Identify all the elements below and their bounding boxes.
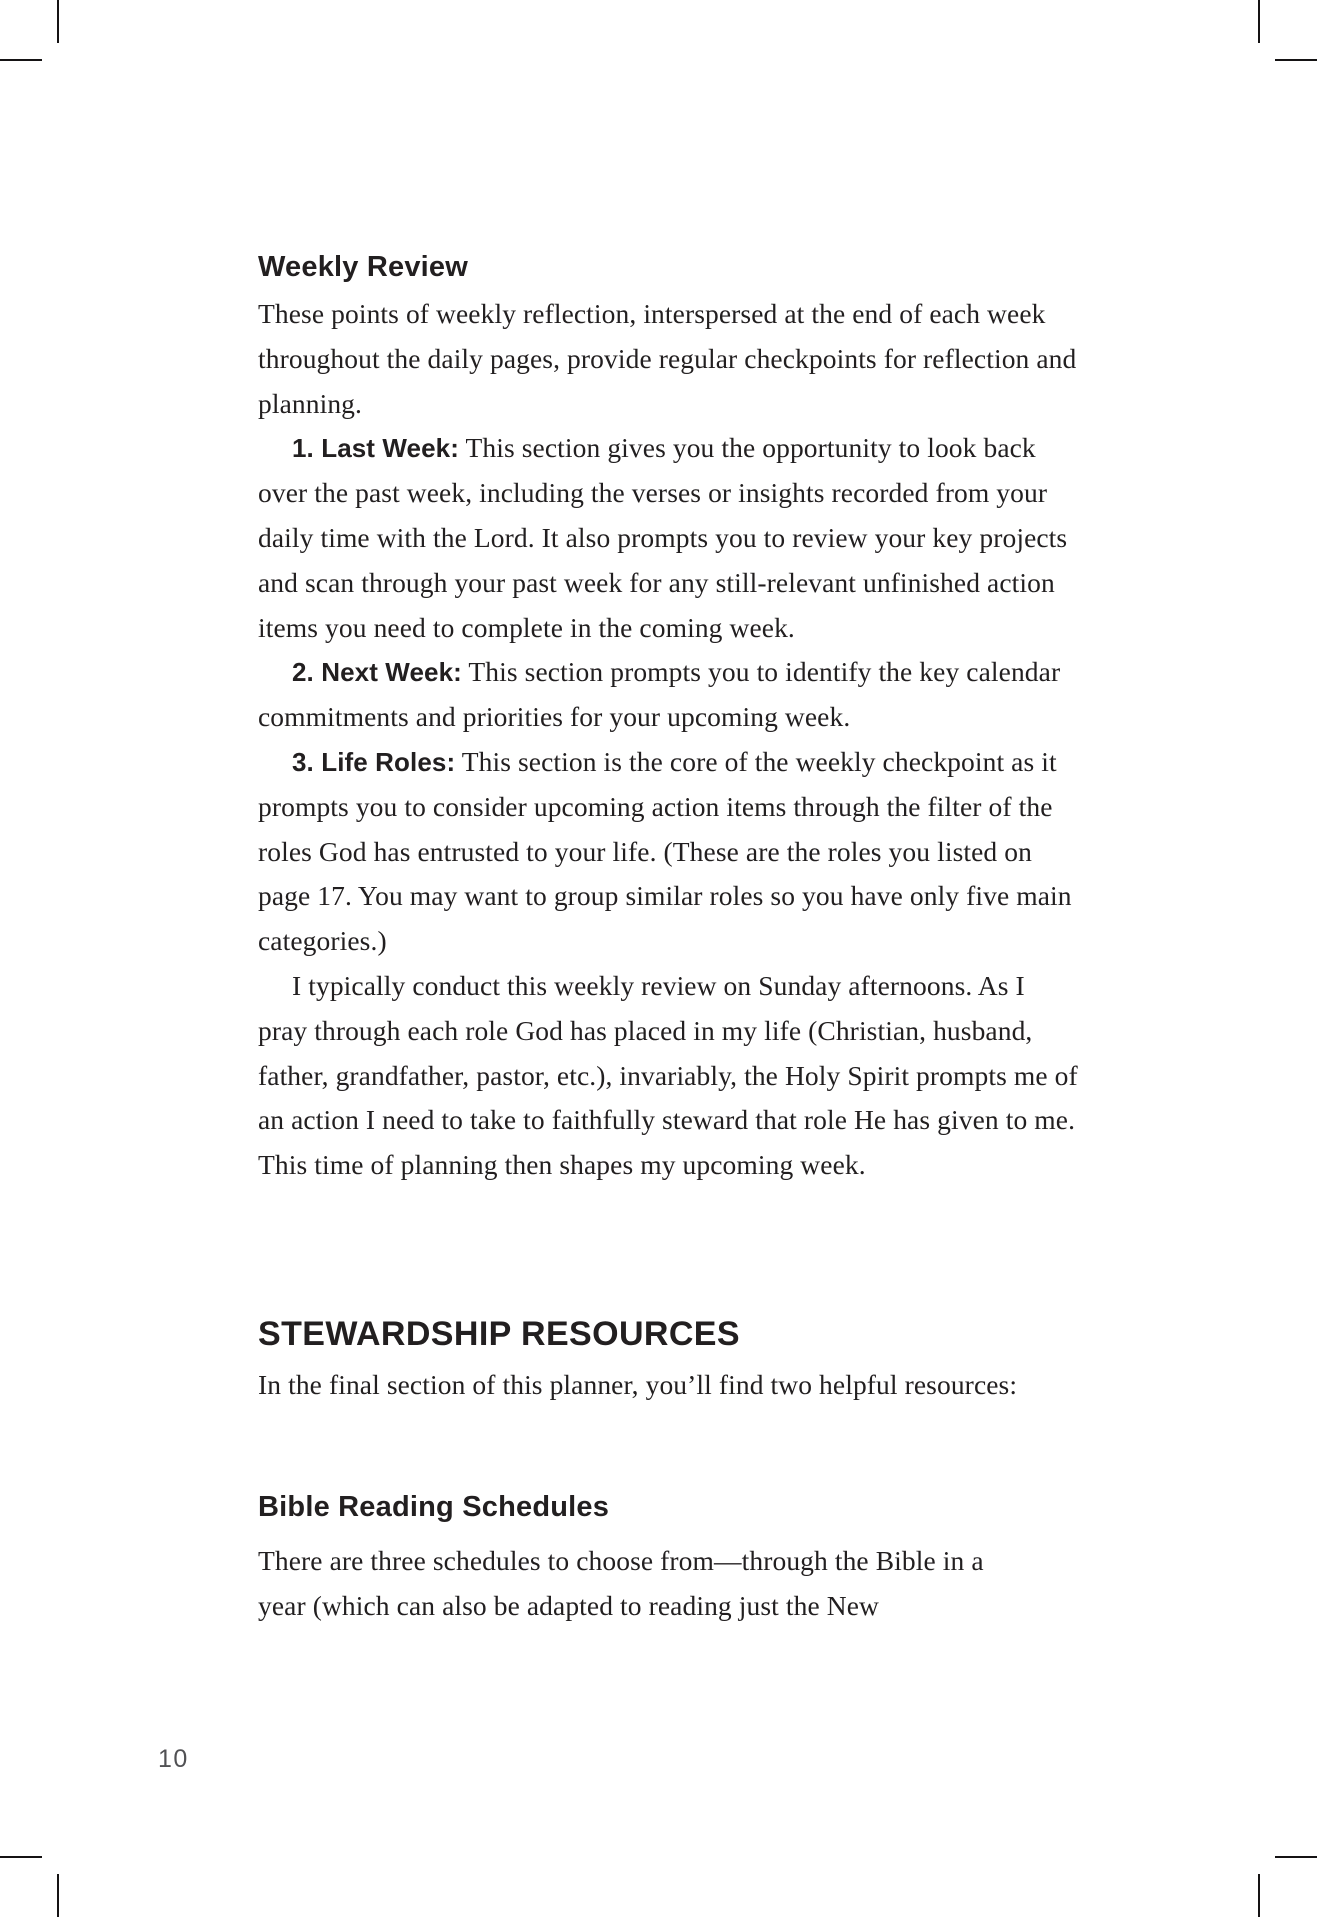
stewardship-resources-intro: In the final section of this planner, you’ll find two helpful resources: <box>258 1369 1018 1400</box>
stewardship-resources-heading: STEWARDSHIP RESOURCES <box>258 1315 740 1353</box>
item-next-week-text: This section prompts you to identify the key calendar commitments and priorities for your upcoming week. <box>258 656 1061 733</box>
weekly-review-item-life-roles <box>258 740 1080 964</box>
item-life-roles-text: This section is the core of the weekly checkpoint as it prompts you to consider upcoming action items through the filter of the roles God has entrusted to your life. (These are the roles you listed on page 17. You may want to group similar roles so you have only five main categories.) <box>258 745 1072 957</box>
crop-mark-top-right-horizontal <box>1275 59 1317 61</box>
bible-reading-schedules-text: There are three schedules to choose from—through the Bible in a year (which can also be adapted to reading just the New <box>258 1545 984 1621</box>
weekly-review-body <box>258 292 1080 1188</box>
item-life-roles-label: 3. Life Roles: <box>292 746 456 777</box>
crop-mark-bottom-right-horizontal <box>1275 1856 1317 1858</box>
crop-mark-bottom-right-vertical <box>1258 1874 1260 1917</box>
weekly-review-item-next-week <box>258 650 1080 740</box>
weekly-review-intro: These points of weekly reflection, interspersed at the end of each week throughout the daily pages, provide regular checkpoints for reflection and planning. <box>258 298 1077 419</box>
crop-mark-bottom-left-horizontal <box>0 1856 42 1858</box>
bible-reading-schedules-heading: Bible Reading Schedules <box>258 1491 610 1523</box>
weekly-review-heading: Weekly Review <box>258 251 469 283</box>
page-number: 10 <box>158 1745 189 1773</box>
crop-mark-top-left-horizontal <box>0 59 42 61</box>
crop-mark-top-left-vertical <box>57 0 59 43</box>
crop-mark-top-right-vertical <box>1258 0 1260 43</box>
item-last-week-text: This section gives you the opportunity to look back over the past week, including the verses or insights recorded from your daily time with the Lord. It also prompts you to review your key projects and scan through your past week for any still-relevant unfinished action items you need to complete in the coming week. <box>258 432 1068 643</box>
item-next-week-label: 2. Next Week: <box>292 657 462 688</box>
crop-mark-bottom-left-vertical <box>57 1874 59 1917</box>
item-last-week-label: 1. Last Week: <box>292 433 459 464</box>
weekly-review-closing: I typically conduct this weekly review on Sunday afternoons. As I pray through each role God has placed in my life (Christian, husband, father, grandfather, pastor, etc.), invariably, the Holy Spirit prompts me of an action I need to take to faithfully steward that role He has given to me. This time of planning then shapes my upcoming week. <box>258 969 1078 1181</box>
weekly-review-item-last-week <box>258 426 1080 650</box>
